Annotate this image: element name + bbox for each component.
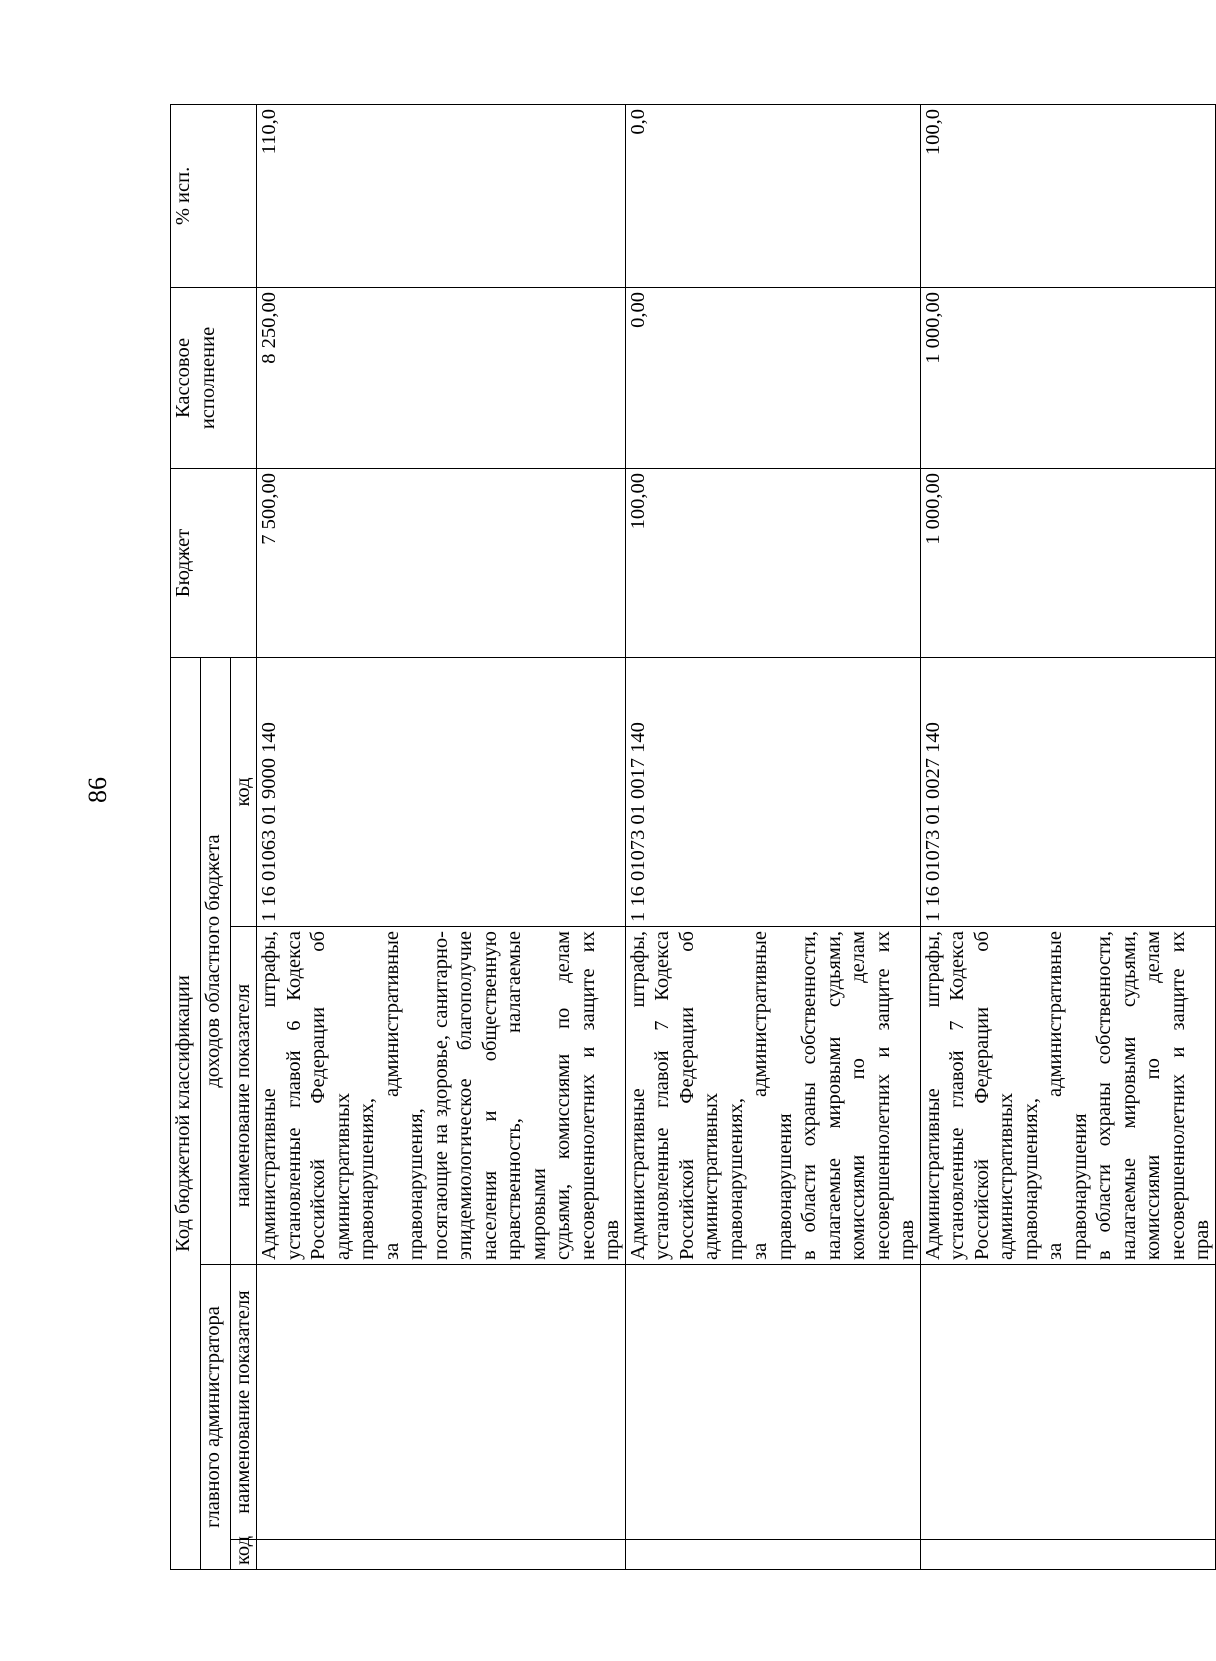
description-line: Российской Федерации об — [970, 931, 993, 1260]
cash-value: 1 000,00 — [920, 287, 1215, 468]
percent-value: 100,0 — [920, 104, 1215, 287]
cash-value: 0,00 — [625, 287, 920, 468]
income-group-header: доходов областного бюджета — [201, 657, 231, 1264]
admin-name-cell — [257, 1265, 626, 1540]
col-budget-header: Бюджет — [171, 468, 257, 657]
admin-code-cell — [920, 1540, 1215, 1570]
description-line: в области охраны собственности, — [798, 931, 820, 1260]
income-code-cell: 1 16 01063 01 9000 140 — [257, 657, 626, 926]
income-name-cell — [625, 927, 920, 1265]
description-line: за административные правонарушения — [749, 931, 796, 1260]
cash-value: 8 250,00 — [257, 287, 626, 468]
admin-name-header: наименование показателя — [231, 1265, 257, 1540]
description-line: административных правонарушениях, — [700, 1092, 747, 1260]
income-name-cell — [920, 927, 1215, 1265]
description-line: комиссиями по делам — [847, 931, 869, 1260]
rotated-table-stage — [170, 105, 1213, 1570]
col-cash-header — [171, 287, 257, 468]
budget-value: 100,00 — [625, 468, 920, 657]
description-line: установленные главой 7 Кодекса — [946, 931, 968, 1260]
col-percent-header: % исп. — [171, 104, 257, 287]
description-line: налагаемые мировыми судьями, — [1117, 931, 1140, 1260]
description-line: населения и общественную — [478, 931, 501, 1260]
table-row — [257, 104, 626, 1569]
group-title: Код бюджетной классификации — [171, 657, 201, 1569]
description-line: за административные правонарушения — [1044, 931, 1091, 1260]
description-line: Административные штрафы, — [921, 931, 944, 1260]
admin-code-cell — [625, 1540, 920, 1570]
description-line: налагаемые мировыми судьями, — [822, 931, 845, 1260]
income-code-cell: 1 16 01073 01 0017 140 — [625, 657, 920, 926]
budget-value: 7 500,00 — [257, 468, 626, 657]
admin-name-cell — [920, 1265, 1215, 1540]
description-line: в области охраны собственности, — [1093, 931, 1115, 1260]
income-name-header: наименование показателя — [231, 927, 257, 1265]
percent-value: 110,0 — [257, 104, 626, 287]
description-line: несовершеннолетних и защите их прав — [576, 931, 623, 1260]
income-code-header: код — [231, 657, 257, 926]
description-line: административных правонарушениях, — [331, 1092, 378, 1260]
admin-group-header: главного администратора — [201, 1265, 231, 1570]
description-line: нравственность, налагаемые мировыми — [503, 931, 550, 1260]
budget-value: 1 000,00 — [920, 468, 1215, 657]
description-line: комиссиями по делам — [1142, 931, 1164, 1260]
description-line: Российской Федерации об — [307, 931, 329, 1260]
table-row — [625, 104, 920, 1569]
income-code-cell: 1 16 01073 01 0027 140 — [920, 657, 1215, 926]
page-number: 86 — [83, 777, 112, 803]
admin-code-header: код — [231, 1540, 257, 1570]
description-line: Административные штрафы, — [258, 931, 280, 1260]
cash-header-line2: исполнение — [196, 326, 219, 430]
header-row-1 — [171, 104, 201, 1569]
description-line: Административные штрафы, — [626, 931, 649, 1260]
table-body — [257, 104, 1216, 1569]
table-row — [920, 104, 1215, 1569]
description-line: посягающие на здоровье, санитарно- — [429, 931, 452, 1260]
description-line: судьями, комиссиями по делам — [552, 931, 574, 1260]
description-line: за административные правонарушения, — [380, 931, 427, 1260]
description-line: Российской Федерации об — [675, 931, 698, 1260]
percent-value: 0,0 — [625, 104, 920, 287]
description-line: эпидемиологическое благополучие — [454, 931, 476, 1260]
budget-classification-table — [170, 104, 1216, 1570]
income-name-cell — [257, 927, 626, 1265]
cash-header-line1: Кассовое — [172, 337, 194, 419]
admin-code-cell — [257, 1540, 626, 1570]
description-line: административных правонарушениях, — [995, 1092, 1042, 1260]
description-line: установленные главой 6 Кодекса — [282, 931, 305, 1260]
description-line: установленные главой 7 Кодекса — [651, 931, 673, 1260]
description-line: несовершеннолетних и защите их прав — [1166, 931, 1213, 1260]
admin-name-cell — [625, 1265, 920, 1540]
description-line: несовершеннолетних и защите их прав — [871, 931, 918, 1260]
